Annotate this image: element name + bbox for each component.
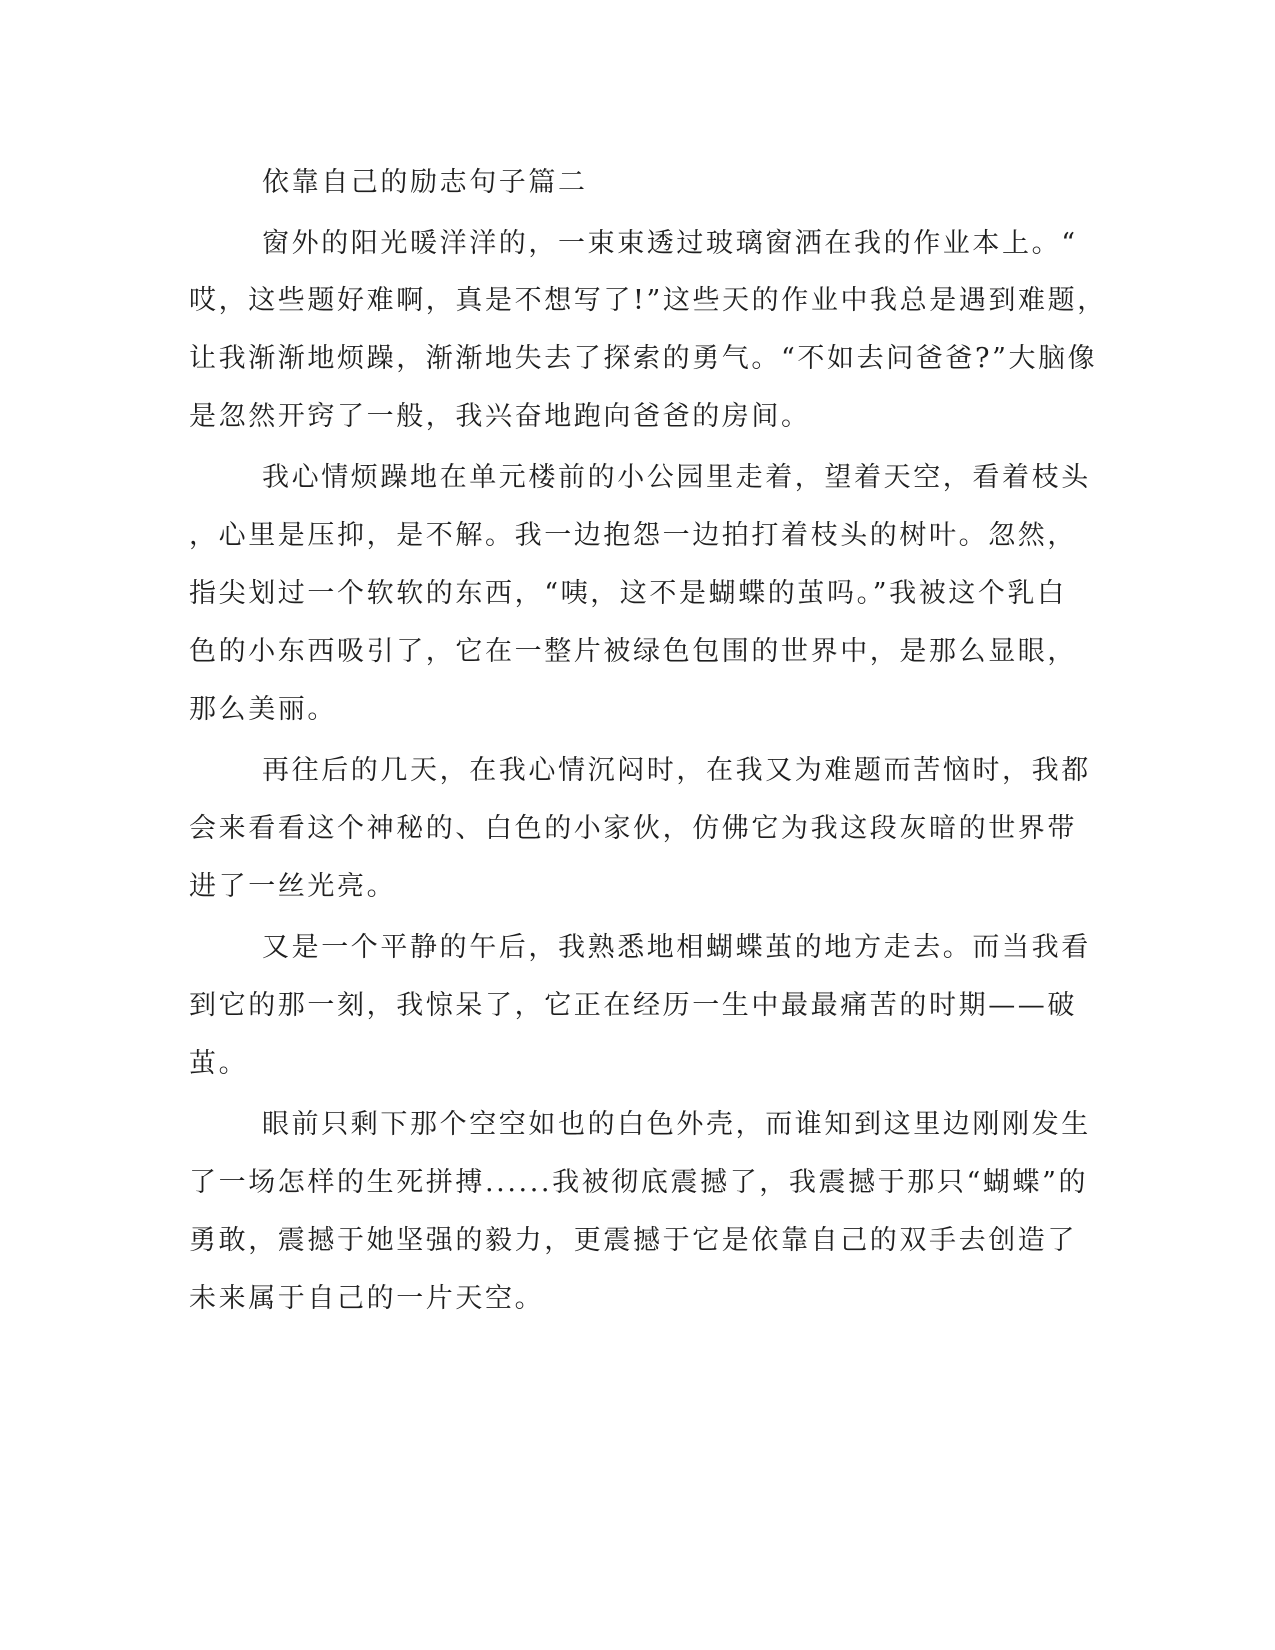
paragraph-5-line-2: 了一场怎样的生死拼搏......我被彻底震撼了，我震撼于那只“蝴蝶”的: [189, 1167, 1089, 1198]
document-title: 依靠自己的励志句子篇二: [262, 167, 588, 198]
paragraph-2-line-5: 那么美丽。: [189, 694, 337, 725]
paragraph-1-line-4: 是忽然开窍了一般，我兴奋地跑向爸爸的房间。: [189, 401, 811, 432]
paragraph-1-line-3: 让我渐渐地烦躁，渐渐地失去了探索的勇气。“不如去问爸爸?”大脑像: [189, 343, 1098, 374]
paragraph-1-line-2: 哎，这些题好难啊，真是不想写了!”这些天的作业中我总是遇到难题，: [189, 285, 1107, 316]
paragraph-3-line-2: 会来看看这个神秘的、白色的小家伙，仿佛它为我这段灰暗的世界带: [189, 813, 1077, 844]
paragraph-2-line-2: ，心里是压抑，是不解。我一边抱怨一边拍打着枝头的树叶。忽然，: [189, 520, 1077, 551]
paragraph-4-line-2: 到它的那一刻，我惊呆了，它正在经历一生中最最痛苦的时期——破: [189, 990, 1077, 1021]
paragraph-3-line-3: 进了一丝光亮。: [189, 871, 397, 902]
paragraph-1-line-1: 窗外的阳光暖洋洋的，一束束透过玻璃窗洒在我的作业本上。“: [262, 228, 1078, 259]
paragraph-2-line-4: 色的小东西吸引了，它在一整片被绿色包围的世界中，是那么显眼，: [189, 636, 1077, 667]
paragraph-3-line-1: 再往后的几天，在我心情沉闷时，在我又为难题而苦恼时，我都: [262, 755, 1091, 786]
paragraph-5-line-3: 勇敢，震撼于她坚强的毅力，更震撼于它是依靠自己的双手去创造了: [189, 1225, 1077, 1256]
paragraph-4-line-3: 茧。: [189, 1048, 249, 1079]
paragraph-2-line-1: 我心情烦躁地在单元楼前的小公园里走着，望着天空，看着枝头: [262, 462, 1091, 493]
paragraph-5-line-1: 眼前只剩下那个空空如也的白色外壳，而谁知到这里边刚刚发生: [262, 1109, 1091, 1140]
paragraph-2-line-3: 指尖划过一个软软的东西，“咦，这不是蝴蝶的茧吗。”我被这个乳白: [189, 578, 1067, 609]
paragraph-5-line-4: 未来属于自己的一片天空。: [189, 1283, 545, 1314]
paragraph-4-line-1: 又是一个平静的午后，我熟悉地相蝴蝶茧的地方走去。而当我看: [262, 932, 1091, 963]
